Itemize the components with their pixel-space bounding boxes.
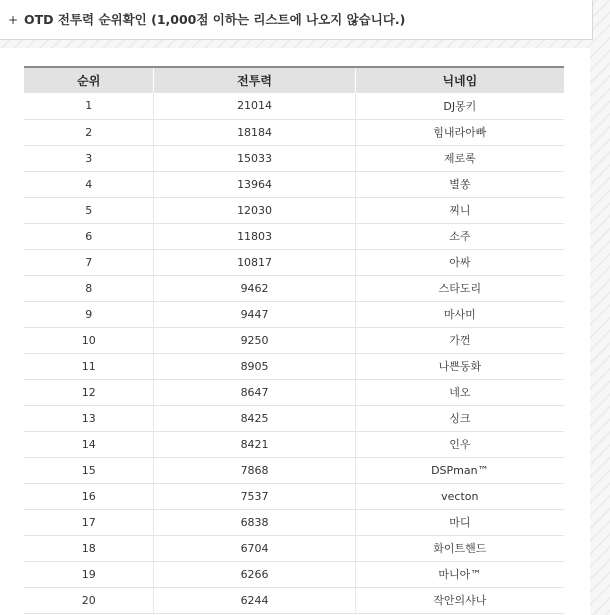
table-row <box>24 301 564 327</box>
table-header-row <box>24 67 564 93</box>
power-cell: 9462 <box>154 275 355 301</box>
column-header-power: 전투력 <box>154 67 355 93</box>
rank-cell: 12 <box>81 385 96 399</box>
nickname-cell: 작안의샤나 <box>355 587 564 613</box>
nickname-cell: 별쏭 <box>355 171 564 197</box>
nickname-cell: 화이트핸드 <box>355 535 564 561</box>
rank-cell: 15 <box>81 463 96 477</box>
power-cell: 18184 <box>154 119 355 145</box>
power-cell: 8905 <box>154 353 355 379</box>
rank-cell: 18 <box>81 541 96 555</box>
table-row <box>24 119 564 145</box>
table-row <box>24 145 564 171</box>
page-title: OTD 전투력 순위확인 (1,000점 이하는 리스트에 나오지 않습니다.) <box>24 12 406 27</box>
table-row <box>24 93 564 119</box>
page-header <box>0 0 593 40</box>
power-cell: 8425 <box>154 405 355 431</box>
ranking-table <box>24 66 564 614</box>
nickname-cell: 마디 <box>355 509 564 535</box>
rank-cell: 4 <box>85 177 93 191</box>
column-header-nickname: 닉네임 <box>355 67 564 93</box>
table-row <box>24 457 564 483</box>
table-row <box>24 275 564 301</box>
table-row <box>24 405 564 431</box>
rank-cell: 1 <box>85 99 93 113</box>
table-row <box>24 171 564 197</box>
power-cell: 21014 <box>154 93 355 119</box>
nickname-cell: 싱크 <box>355 405 564 431</box>
power-cell: 9447 <box>154 301 355 327</box>
power-cell: 13964 <box>154 171 355 197</box>
nickname-cell: DSPman™ <box>355 457 564 483</box>
power-cell: 6244 <box>154 587 355 613</box>
power-cell: 8647 <box>154 379 355 405</box>
nickname-cell: vecton <box>355 483 564 509</box>
column-header-rank: 순위 <box>77 74 101 88</box>
power-cell: 7537 <box>154 483 355 509</box>
power-cell: 6704 <box>154 535 355 561</box>
power-cell: 6266 <box>154 561 355 587</box>
power-cell: 9250 <box>154 327 355 353</box>
nickname-cell: 마사미 <box>355 301 564 327</box>
table-row <box>24 483 564 509</box>
rank-cell: 20 <box>81 593 96 607</box>
rank-cell: 16 <box>81 489 96 503</box>
rank-cell: 5 <box>85 203 93 217</box>
table-row <box>24 223 564 249</box>
rank-cell: 8 <box>85 281 93 295</box>
ranking-panel <box>0 48 590 615</box>
rank-cell: 10 <box>81 333 96 347</box>
ranking-table-body <box>24 93 564 613</box>
table-row <box>24 509 564 535</box>
table-row <box>24 431 564 457</box>
nickname-cell: 아싸 <box>355 249 564 275</box>
rank-cell: 14 <box>81 437 96 451</box>
nickname-cell: DJ몽키 <box>355 93 564 119</box>
power-cell: 8421 <box>154 431 355 457</box>
rank-cell: 7 <box>85 255 93 269</box>
rank-cell: 3 <box>85 151 93 165</box>
power-cell: 7868 <box>154 457 355 483</box>
rank-cell: 13 <box>81 411 96 425</box>
rank-cell: 2 <box>85 125 93 139</box>
nickname-cell: 힘내라아빠 <box>355 119 564 145</box>
nickname-cell: 네오 <box>355 379 564 405</box>
rank-cell: 17 <box>81 515 96 529</box>
nickname-cell: 소주 <box>355 223 564 249</box>
rank-cell: 11 <box>81 359 96 373</box>
power-cell: 15033 <box>154 145 355 171</box>
nickname-cell: 인우 <box>355 431 564 457</box>
power-cell: 6838 <box>154 509 355 535</box>
rank-cell: 19 <box>81 567 96 581</box>
power-cell: 12030 <box>154 197 355 223</box>
nickname-cell: 나쁜동화 <box>355 353 564 379</box>
power-cell: 10817 <box>154 249 355 275</box>
table-row <box>24 379 564 405</box>
nickname-cell: 제로록 <box>355 145 564 171</box>
table-row <box>24 353 564 379</box>
nickname-cell: 가껀 <box>355 327 564 353</box>
table-row <box>24 561 564 587</box>
plus-bullet-icon: + <box>8 13 19 27</box>
nickname-cell: 마니아™ <box>355 561 564 587</box>
nickname-cell: 스타도리 <box>355 275 564 301</box>
table-row <box>24 587 564 613</box>
table-row <box>24 327 564 353</box>
table-row <box>24 249 564 275</box>
power-cell: 11803 <box>154 223 355 249</box>
rank-cell: 6 <box>85 229 93 243</box>
table-row <box>24 197 564 223</box>
rank-cell: 9 <box>85 307 93 321</box>
table-row <box>24 535 564 561</box>
nickname-cell: 찌니 <box>355 197 564 223</box>
